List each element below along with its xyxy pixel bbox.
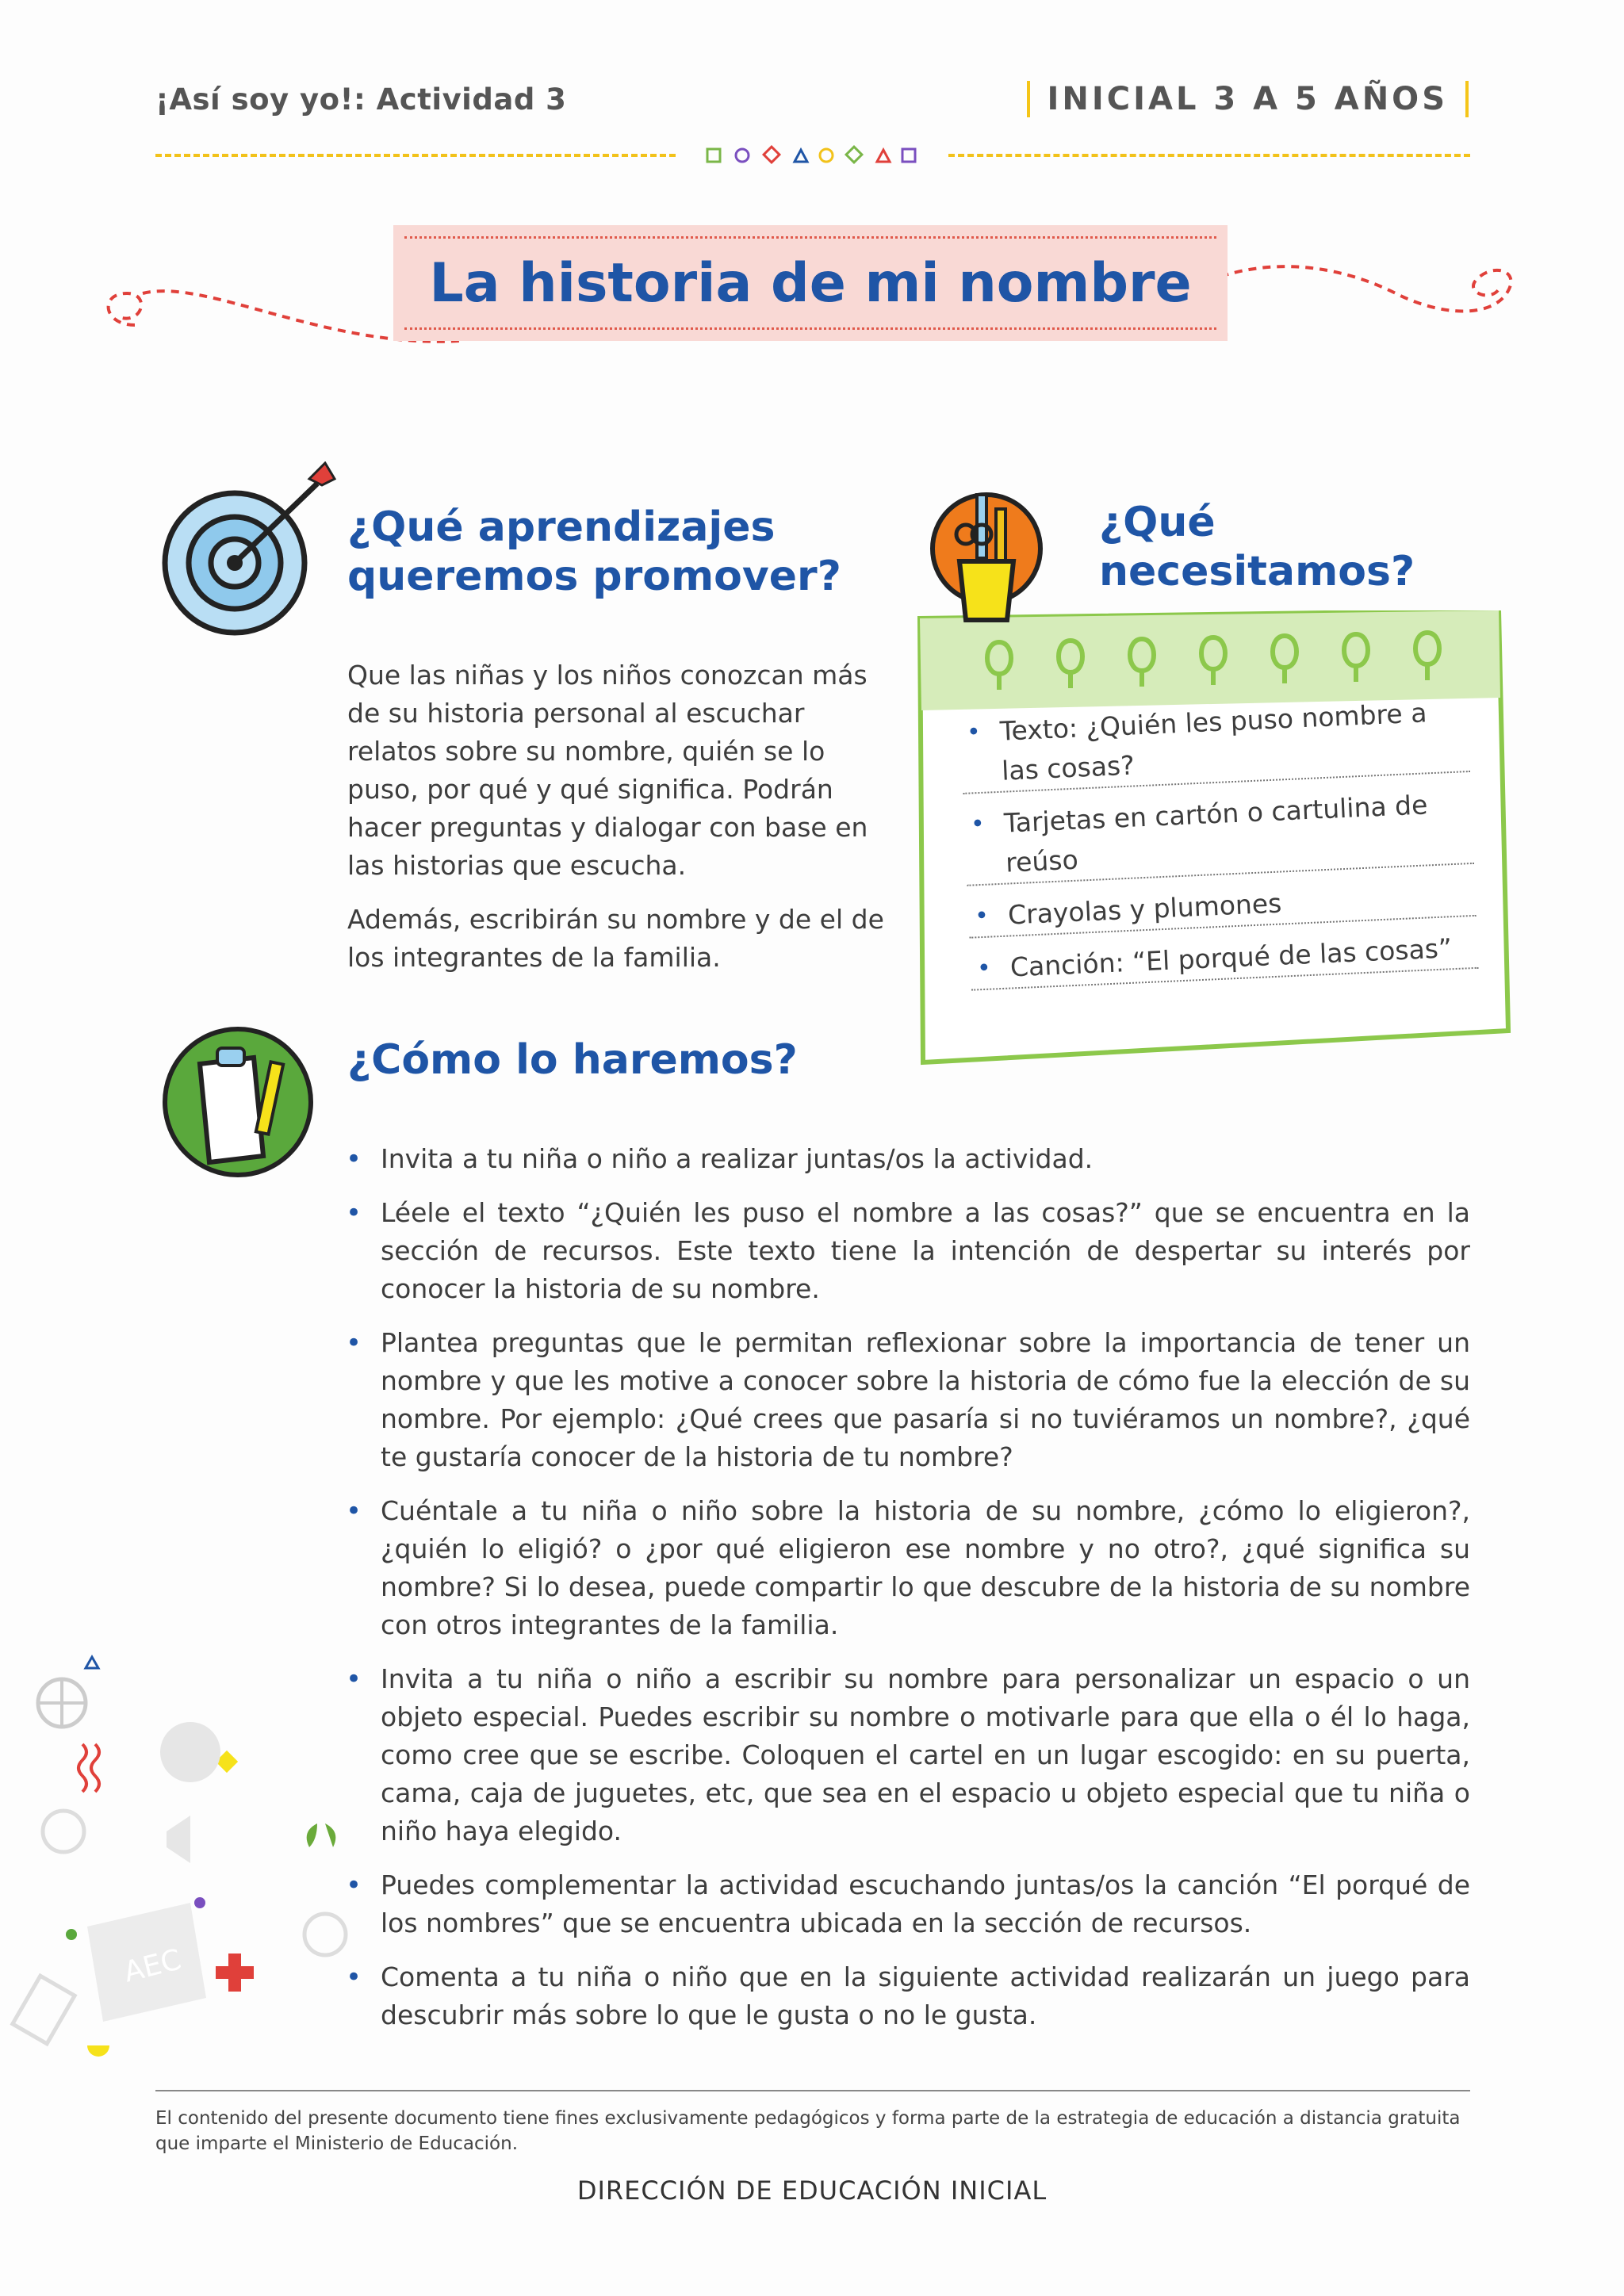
needs-item: • Crayolas y plumones [967, 875, 1477, 939]
clipboard-icon [159, 1023, 325, 1181]
needs-heading-line1: ¿Qué [1099, 499, 1216, 546]
header-dashed-line-right [948, 154, 1470, 157]
step-item: • Invita a tu niña o niño a realizar juntas/os la actividad. [346, 1140, 1470, 1178]
learning-heading-line1: ¿Qué aprendizajes [347, 503, 776, 551]
header-dashed-line-left [155, 154, 676, 157]
level-text: INICIAL 3 A 5 AÑOS [1047, 81, 1448, 117]
learning-paragraph: Además, escribirán su nombre y de el de los integrantes de la familia. [347, 904, 884, 973]
steps-list [346, 1140, 1470, 2050]
step-item: • Plantea preguntas que le permitan reflexionar sobre la importancia de tener un nombre y que les motive a conocer sobre la historia de cómo fue la elección de su nombre. Por ejemplo: ¿Qué crees que pasaría si no tuviéramos un nombre?, ¿qué te gustaría conocer de la historia de tu nombre? [346, 1324, 1470, 1476]
needs-item: • Tarjetas en cartón o cartulina de reúso [963, 783, 1474, 886]
title-banner [393, 225, 1228, 341]
target-icon [159, 461, 349, 636]
learning-heading-line2: queremos promover? [347, 553, 841, 600]
learning-text [347, 656, 887, 993]
divider-right [1465, 81, 1469, 117]
pencil-cup-icon [929, 485, 1048, 626]
doodle-text: AEC [121, 1943, 185, 1989]
step-item: • Puedes complementar la actividad escuchando juntas/os la canción “El porqué de los nombres” que se encuentra ubicada en la sección de recursos. [346, 1866, 1470, 1942]
level-label [1027, 81, 1469, 117]
needs-heading [1099, 498, 1415, 596]
step-item: • Comenta a tu niña o niño que en la siguiente actividad realizarán un juego para descubrir más sobre lo que le gusta o no le gusta. [346, 1958, 1470, 2034]
needs-list [959, 691, 1479, 1002]
how-heading: ¿Cómo lo haremos? [347, 1036, 798, 1084]
needs-item: • Texto: ¿Quién les puso nombre a las cosas? [959, 691, 1470, 794]
activity-label: ¡Así soy yo!: Actividad 3 [155, 82, 567, 117]
needs-heading-line2: necesitamos? [1099, 548, 1415, 595]
footer-note: El contenido del presente documento tiene fines exclusivamente pedagógicos y forma parte de la estrategia de educación a distancia gratuita que imparte el Ministerio de Educación. [155, 2108, 1461, 2154]
page-title: La historia de mi nombre [429, 251, 1192, 315]
footer-direction: DIRECCIÓN DE EDUCACIÓN INICIAL [576, 2175, 1048, 2206]
shapes-decoration-icon [701, 143, 923, 168]
step-item: • Léele el texto “¿Quién les puso el nombre a las cosas?” que se encuentra en la sección de recursos. Este texto tiene la intención de despertar su interés por conocer la historia de su nombre. [346, 1194, 1470, 1308]
needs-item: • Canción: “El porqué de las cosas” [970, 928, 1479, 991]
learning-paragraph: Que las niñas y los niños conozcan más de su historia personal al escuchar relatos sobre su nombre, quién se lo puso, por qué y qué significa. Podrán hacer preguntas y dialogar con base en las historias que escucha. [347, 660, 868, 881]
step-item: • Invita a tu niña o niño a escribir su nombre para personalizar un espacio o un objeto especial. Puedes escribir su nombre o motivarle para que ella o él lo haga, como cree que se escribe. Coloquen el cartel en un lugar escogido: en su puerta, cama, caja de juguetes, etc, que sea en el espacio u objeto especial que tu niña o niño haya elegido. [346, 1660, 1470, 1850]
doodles-decoration-icon [8, 1649, 357, 2077]
footer-divider [155, 2090, 1470, 2091]
learning-heading [347, 503, 841, 601]
divider-left [1027, 81, 1030, 117]
step-item: • Cuéntale a tu niña o niño sobre la historia de su nombre, ¿cómo lo eligieron?, ¿quién lo eligió? o ¿por qué eligieron ese nombre y no otro?, ¿qué significa su nombre? Si lo desea, puede compartir lo que descubre de la historia de su nombre con otros integrantes de la familia. [346, 1492, 1470, 1644]
